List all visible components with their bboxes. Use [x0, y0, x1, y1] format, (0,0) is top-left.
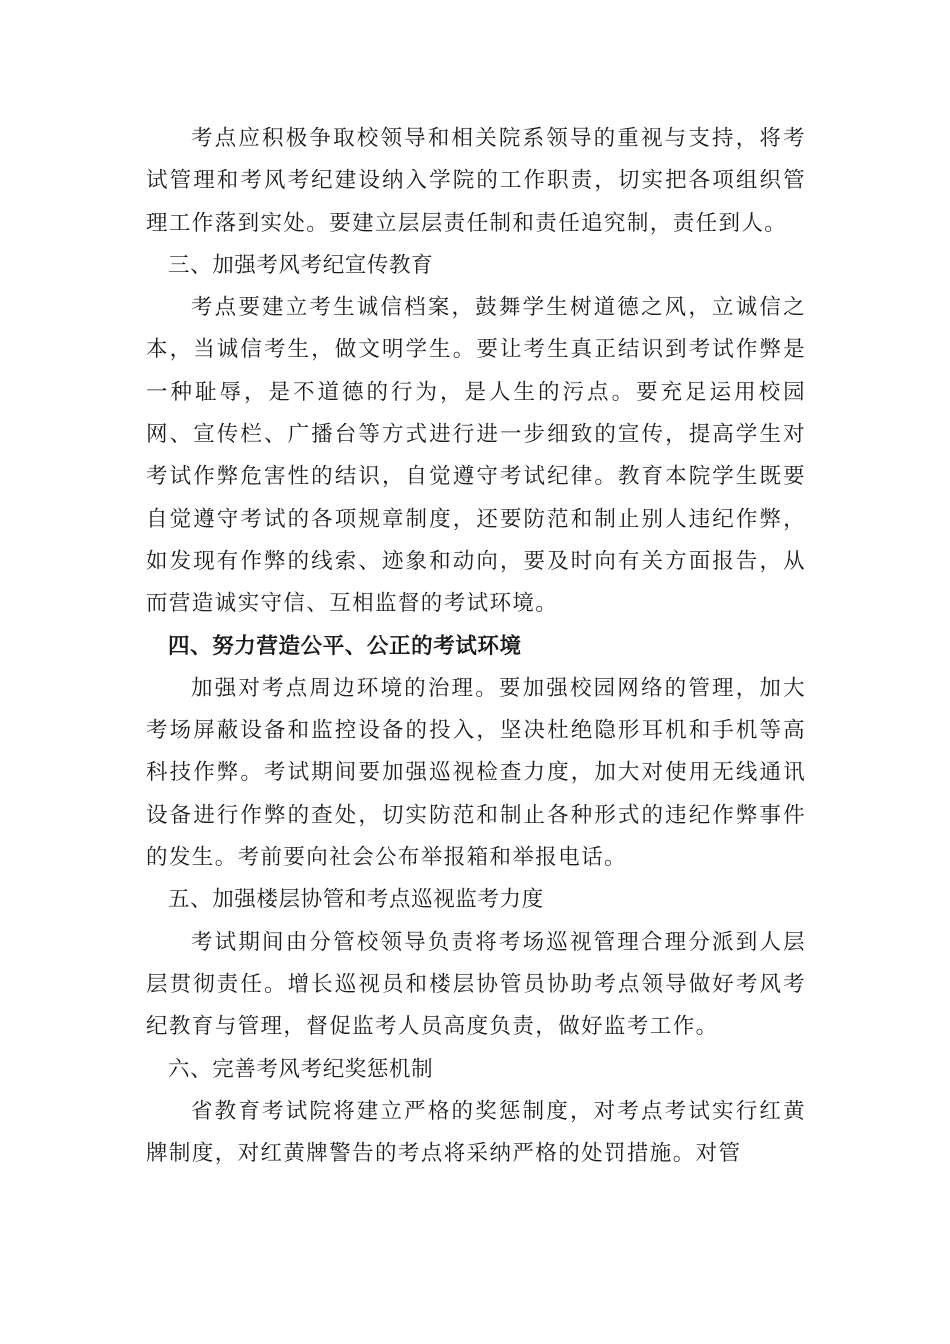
- paragraph-patrol-responsibility: 考试期间由分管校领导负责将考场巡视管理合理分派到人层层贯彻责任。增长巡视员和楼层协管员协助考点领导做好考风考纪教育与管理，督促监考人员高度负责，做好监考工作。: [146, 929, 806, 1040]
- document-body: [146, 118, 806, 1175]
- heading-publicity-education: 三、加强考风考纪宣传教育: [168, 252, 434, 278]
- heading-fair-environment: 四、努力营造公平、公正的考试环境: [168, 633, 522, 659]
- heading-reward-punishment: 六、完善考风考纪奖惩机制: [168, 1056, 434, 1082]
- paragraph-environment-governance: 加强对考点周边环境的治理。要加强校园网络的管理，加大考场屏蔽设备和监控设备的投入，坚决杜绝隐形耳机和手机等高科技作弊。考试期间要加强巡视检查力度，加大对使用无线通讯设备进行作弊的查处，切实防范和制止各种形式的违纪作弊事件的发生。考前要向社会公布举报箱和举报电话。: [146, 675, 806, 871]
- paragraph-leadership-support: 考点应积极争取校领导和相关院系领导的重视与支持，将考试管理和考风考纪建设纳入学院的工作职责，切实把各项组织管理工作落到实处。要建立层层责任制和责任追究制，责任到人。: [146, 126, 806, 236]
- heading-floor-supervision: 五、加强楼层协管和考点巡视监考力度: [168, 887, 544, 913]
- paragraph-card-system: 省教育考试院将建立严格的奖惩制度，对考点考试实行红黄牌制度，对红黄牌警告的考点将采纳严格的处罚措施。对管: [146, 1098, 806, 1167]
- paragraph-integrity-files: 考点要建立考生诚信档案，鼓舞学生树道德之风，立诚信之本，当诚信考生，做文明学生。要让考生真正结识到考试作弊是一种耻辱，是不道德的行为，是人生的污点。要充足运用校园网、宣传栏、广播台等方式进行进一步细致的宣传，提高学生对考试作弊危害性的结识，自觉遵守考试纪律。教育本院学生既要自觉遵守考试的各项规章制度，还要防范和制止别人违纪作弊，如发现有作弊的线索、迹象和动向，要及时向有关方面报告，从而营造诚实守信、互相监督的考试环境。: [146, 295, 806, 617]
